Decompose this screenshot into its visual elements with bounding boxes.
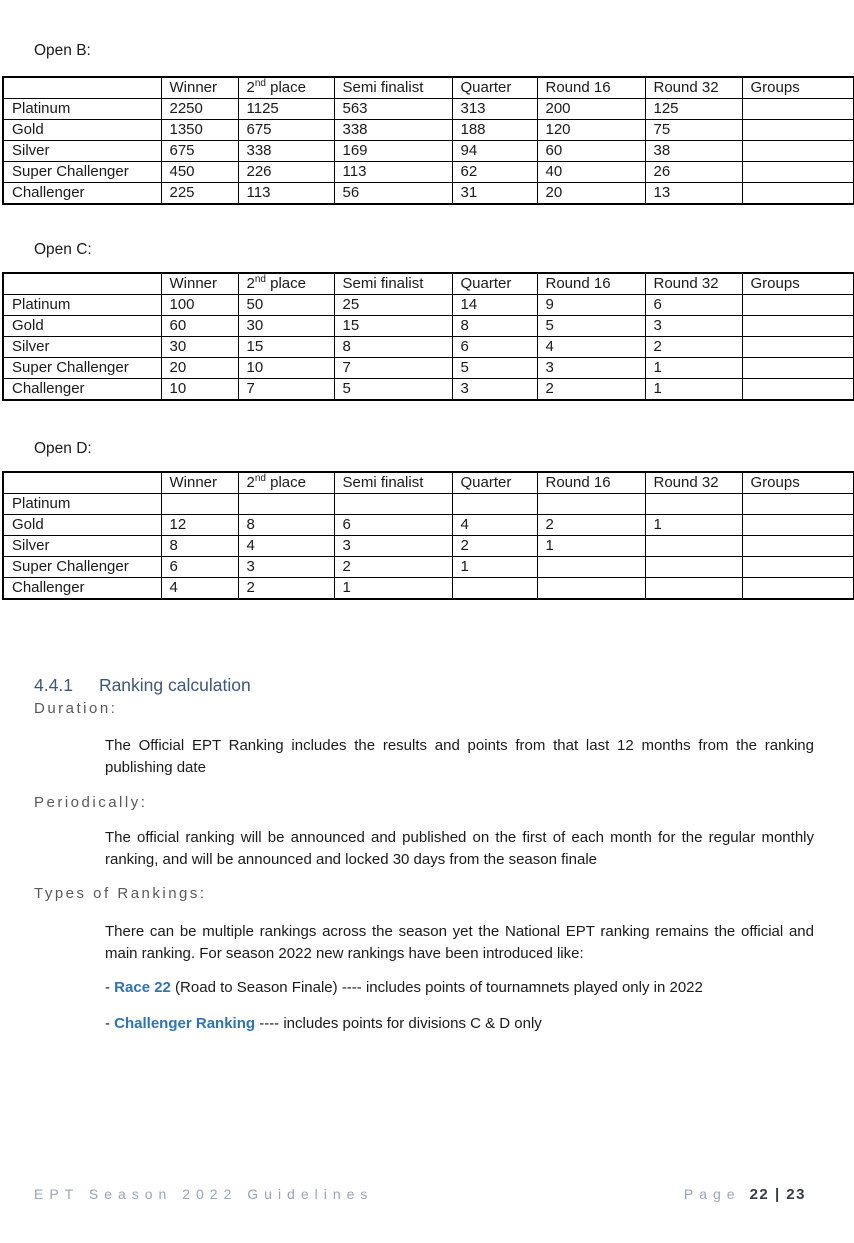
table-header-row <box>3 77 854 99</box>
points-cell: 14 <box>452 295 537 316</box>
points-cell: 125 <box>645 99 742 120</box>
points-cell: 12 <box>161 515 238 536</box>
table-header-row <box>3 273 854 295</box>
points-cell: 100 <box>161 295 238 316</box>
points-cell: 4 <box>452 515 537 536</box>
points-cell <box>742 162 854 183</box>
col-header: Groups <box>742 77 854 99</box>
col-header: Round 16 <box>537 472 645 494</box>
points-cell: 5 <box>334 379 452 401</box>
bullet-race-22 <box>105 978 814 998</box>
table-row <box>3 183 854 205</box>
row-label: Silver <box>3 337 161 358</box>
points-cell: 9 <box>537 295 645 316</box>
points-cell: 4 <box>238 536 334 557</box>
points-cell: 1 <box>645 515 742 536</box>
row-label: Super Challenger <box>3 557 161 578</box>
points-cell: 120 <box>537 120 645 141</box>
points-cell <box>742 295 854 316</box>
points-cell: 13 <box>645 183 742 205</box>
points-cell <box>742 337 854 358</box>
section-title: Ranking calculation <box>98 675 251 695</box>
points-cell: 60 <box>537 141 645 162</box>
points-cell <box>645 494 742 515</box>
points-cell: 10 <box>161 379 238 401</box>
table-title-open-b: Open B: <box>34 42 91 59</box>
col-header: Round 32 <box>645 77 742 99</box>
points-cell: 7 <box>238 379 334 401</box>
points-cell: 15 <box>238 337 334 358</box>
row-label: Challenger <box>3 379 161 401</box>
table-row <box>3 536 854 557</box>
points-cell: 2250 <box>161 99 238 120</box>
footer-page-number: 22 | 23 <box>749 1186 806 1203</box>
points-cell <box>645 536 742 557</box>
col-header: Round 32 <box>645 273 742 295</box>
points-cell: 3 <box>238 557 334 578</box>
challenger-ranking-link[interactable]: Challenger Ranking <box>114 1015 256 1032</box>
row-label: Super Challenger <box>3 162 161 183</box>
col-header: Semi finalist <box>334 77 452 99</box>
footer-document-title: EPT Season 2022 Guidelines <box>34 1186 374 1202</box>
points-cell <box>537 494 645 515</box>
col-header: Winner <box>161 273 238 295</box>
points-cell: 675 <box>161 141 238 162</box>
points-cell: 30 <box>161 337 238 358</box>
points-cell: 4 <box>161 578 238 600</box>
points-cell: 225 <box>161 183 238 205</box>
points-table-open-c <box>2 272 854 401</box>
col-header <box>3 472 161 494</box>
points-cell <box>742 494 854 515</box>
table-row <box>3 295 854 316</box>
points-cell: 8 <box>334 337 452 358</box>
points-cell: 26 <box>645 162 742 183</box>
points-cell: 3 <box>452 379 537 401</box>
points-cell: 1350 <box>161 120 238 141</box>
points-cell: 450 <box>161 162 238 183</box>
points-cell <box>452 494 537 515</box>
table-row <box>3 141 854 162</box>
col-header: 2nd place <box>238 472 334 494</box>
points-cell: 2 <box>537 515 645 536</box>
points-cell: 3 <box>334 536 452 557</box>
points-cell: 38 <box>645 141 742 162</box>
row-label: Gold <box>3 120 161 141</box>
row-label: Platinum <box>3 99 161 120</box>
col-header: Groups <box>742 273 854 295</box>
points-cell: 60 <box>161 316 238 337</box>
points-cell: 62 <box>452 162 537 183</box>
points-cell <box>537 557 645 578</box>
table-row <box>3 162 854 183</box>
points-cell: 188 <box>452 120 537 141</box>
table-header-row <box>3 472 854 494</box>
table-row <box>3 316 854 337</box>
points-cell: 6 <box>334 515 452 536</box>
table-row <box>3 120 854 141</box>
col-header <box>3 77 161 99</box>
paragraph-duration: The Official EPT Ranking includes the results and points from that last 12 months from the ranking publishing date <box>105 737 814 776</box>
table-row <box>3 494 854 515</box>
points-cell: 1 <box>645 379 742 401</box>
points-cell: 31 <box>452 183 537 205</box>
points-cell: 1 <box>334 578 452 600</box>
col-header: 2nd place <box>238 77 334 99</box>
table-title-open-c: Open C: <box>34 241 92 258</box>
row-label: Silver <box>3 536 161 557</box>
points-cell: 50 <box>238 295 334 316</box>
points-cell: 25 <box>334 295 452 316</box>
row-label: Gold <box>3 515 161 536</box>
col-header: 2nd place <box>238 273 334 295</box>
bullet-dash: - <box>105 1015 115 1032</box>
row-label: Super Challenger <box>3 358 161 379</box>
points-cell <box>742 358 854 379</box>
table-row <box>3 358 854 379</box>
points-cell <box>742 316 854 337</box>
points-cell: 1 <box>452 557 537 578</box>
points-cell: 563 <box>334 99 452 120</box>
points-cell: 15 <box>334 316 452 337</box>
points-cell: 8 <box>238 515 334 536</box>
col-header: Round 16 <box>537 273 645 295</box>
points-cell <box>742 99 854 120</box>
col-header: Semi finalist <box>334 273 452 295</box>
footer-page-indicator <box>684 1186 806 1204</box>
points-cell <box>238 494 334 515</box>
col-header: Quarter <box>452 273 537 295</box>
bullet-dash: - <box>105 979 115 996</box>
points-cell: 20 <box>537 183 645 205</box>
points-table-open-b <box>2 76 854 205</box>
points-cell: 6 <box>452 337 537 358</box>
table-title-open-d: Open D: <box>34 440 92 457</box>
points-cell: 6 <box>645 295 742 316</box>
col-header: Winner <box>161 472 238 494</box>
row-label: Gold <box>3 316 161 337</box>
row-label: Platinum <box>3 295 161 316</box>
paragraph-types-of-rankings: There can be multiple rankings across the season yet the National EPT ranking remains the official and main ranking. For season 2022 new rankings have been introduced like: <box>105 923 814 962</box>
points-cell: 1 <box>537 536 645 557</box>
points-cell: 4 <box>537 337 645 358</box>
paragraph-periodically: The official ranking will be announced and published on the first of each month for the regular monthly ranking, and will be announced and locked 30 days from the season finale <box>105 829 814 868</box>
points-cell: 7 <box>334 358 452 379</box>
points-cell: 5 <box>537 316 645 337</box>
points-cell: 200 <box>537 99 645 120</box>
points-cell: 6 <box>161 557 238 578</box>
points-cell: 8 <box>452 316 537 337</box>
points-cell: 113 <box>334 162 452 183</box>
points-cell <box>161 494 238 515</box>
points-cell <box>537 578 645 600</box>
label-periodically: Periodically: <box>34 794 148 811</box>
points-cell <box>742 557 854 578</box>
points-cell: 75 <box>645 120 742 141</box>
label-types-of-rankings: Types of Rankings: <box>34 885 207 902</box>
col-header: Quarter <box>452 472 537 494</box>
points-cell: 675 <box>238 120 334 141</box>
points-cell <box>742 183 854 205</box>
table-row <box>3 379 854 401</box>
points-cell: 2 <box>645 337 742 358</box>
points-cell: 313 <box>452 99 537 120</box>
bullet-challenger-text: ---- includes points for divisions C & D only <box>255 1015 542 1032</box>
row-label: Platinum <box>3 494 161 515</box>
points-cell: 8 <box>161 536 238 557</box>
points-cell: 2 <box>452 536 537 557</box>
points-cell <box>742 120 854 141</box>
points-cell: 5 <box>452 358 537 379</box>
points-cell: 3 <box>537 358 645 379</box>
points-cell <box>742 515 854 536</box>
points-cell: 2 <box>537 379 645 401</box>
row-label: Silver <box>3 141 161 162</box>
points-cell: 113 <box>238 183 334 205</box>
points-cell: 1 <box>645 358 742 379</box>
table-row <box>3 557 854 578</box>
row-label: Challenger <box>3 578 161 600</box>
points-cell <box>645 557 742 578</box>
table-row <box>3 99 854 120</box>
points-cell: 169 <box>334 141 452 162</box>
col-header: Round 32 <box>645 472 742 494</box>
table-row <box>3 337 854 358</box>
bullet-race-text: (Road to Season Finale) ---- includes points of tournamnets played only in 2022 <box>170 979 703 996</box>
points-cell <box>742 141 854 162</box>
points-cell <box>452 578 537 600</box>
points-cell: 10 <box>238 358 334 379</box>
col-header: Round 16 <box>537 77 645 99</box>
bullet-challenger-ranking <box>105 1014 814 1034</box>
points-cell: 56 <box>334 183 452 205</box>
points-cell: 1125 <box>238 99 334 120</box>
col-header: Groups <box>742 472 854 494</box>
table-row <box>3 578 854 600</box>
points-cell <box>645 578 742 600</box>
points-cell: 338 <box>334 120 452 141</box>
footer-page-word: Page <box>683 1186 741 1202</box>
points-cell <box>742 536 854 557</box>
points-cell: 94 <box>452 141 537 162</box>
points-cell <box>742 379 854 401</box>
points-cell: 226 <box>238 162 334 183</box>
col-header: Quarter <box>452 77 537 99</box>
race-22-link[interactable]: Race 22 <box>114 979 171 996</box>
section-heading <box>34 673 854 697</box>
label-duration: Duration: <box>34 700 118 717</box>
points-cell: 3 <box>645 316 742 337</box>
section-number: 4.4.1 <box>34 675 73 695</box>
points-cell: 338 <box>238 141 334 162</box>
col-header: Semi finalist <box>334 472 452 494</box>
points-cell: 20 <box>161 358 238 379</box>
page-footer <box>34 1186 806 1204</box>
col-header: Winner <box>161 77 238 99</box>
col-header <box>3 273 161 295</box>
table-row <box>3 515 854 536</box>
points-cell: 30 <box>238 316 334 337</box>
points-cell: 2 <box>238 578 334 600</box>
points-cell: 2 <box>334 557 452 578</box>
points-cell <box>742 578 854 600</box>
points-cell: 40 <box>537 162 645 183</box>
points-cell <box>334 494 452 515</box>
points-table-open-d <box>2 471 854 600</box>
row-label: Challenger <box>3 183 161 205</box>
